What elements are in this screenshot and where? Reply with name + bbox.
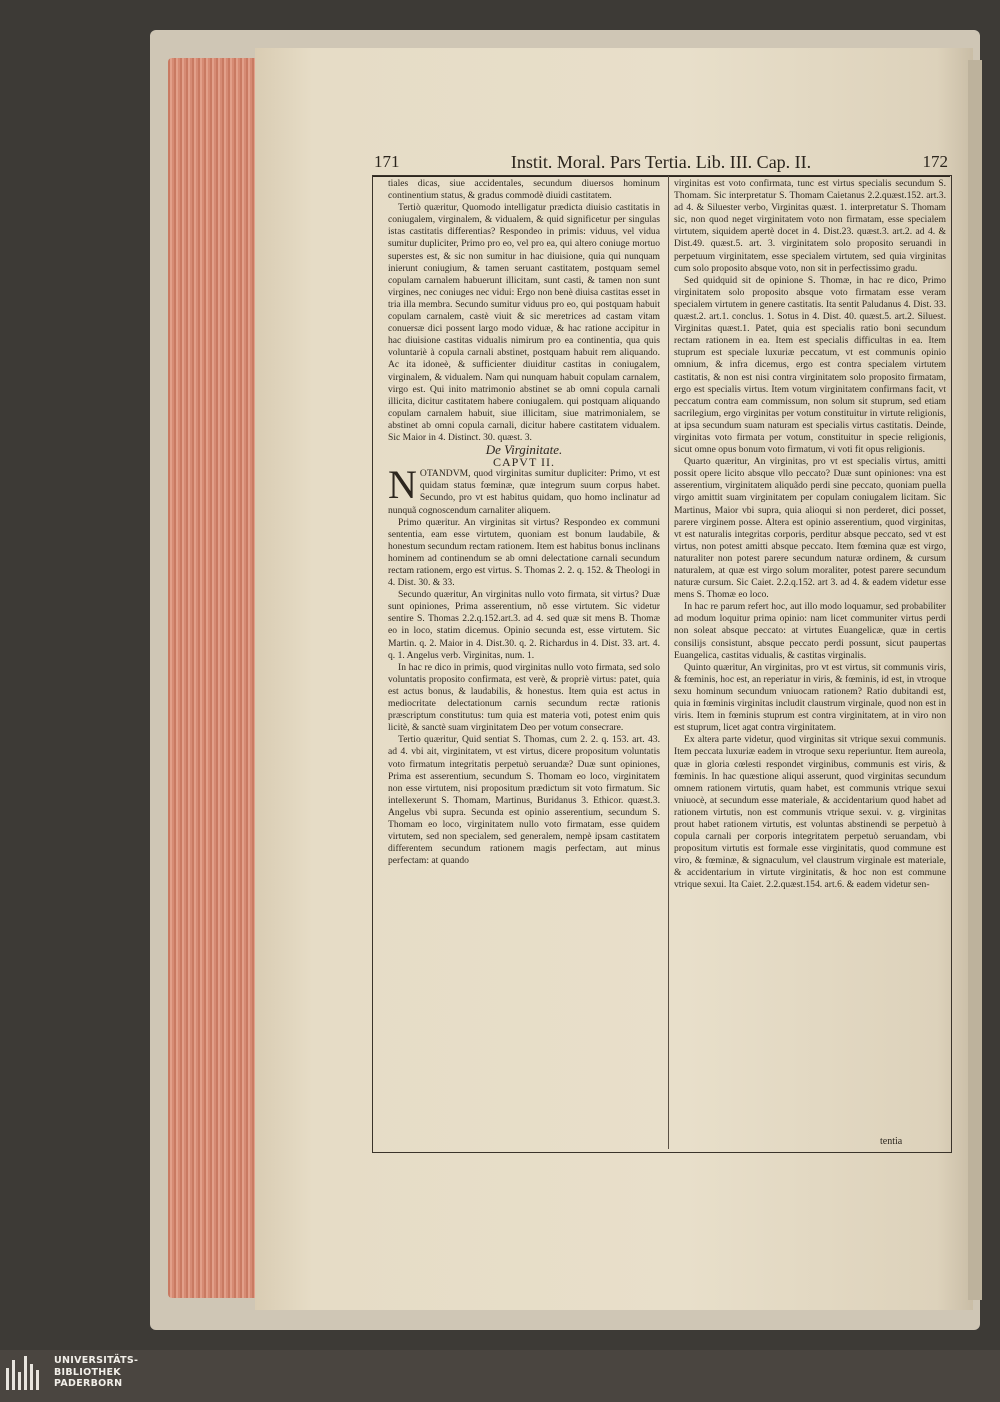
paragraph: In hac re parum refert hoc, aut illo modo loquamur, sed probabiliter ad modum loquitur prima opinio: nam licet communiter virtus perdi non soleat absque peccato: at virtutes Euangelicæ, quæ in certis consilijs consistunt, absque peccato perdi possunt, sicut paupertas Euangelica, castitas vidualis, & castitas virginalis. [674, 601, 946, 661]
catchword: tentia [880, 1136, 903, 1147]
paragraph: In hac re dico in primis, quod virginitas nullo voto firmata, sed solo voluntatis proposito confirmata, est verè, & propriè virtus: patet, quia est actus bonus, & laudabilis, & honestus. Item quia est actus in mediocritate delectationum carnis secundum rectæ rationis præscriptum constitutus: tum quia est materia voti, potest enim quis licitè, & sanctè suam virginitatem Deo per votum consecrare. [388, 661, 660, 734]
page-number-left: 171 [374, 152, 400, 171]
paragraph: Tertiò quæritur, Quomodo intelligatur prædicta diuisio castitatis in coniugalem, virginalem, & vidualem, & quid significetur per singulas istas castitatis differentias? Respondeo in primis: viduus, vel vidua sumitur dupliciter, Primo pro eo, vel pro ea, qui altero coniuge mortuo superstes est, & sic non sumitur in hac diuisione, quia qui nunquam inierunt coniugium, & tamen seruant castitatem, postquam semel copulam carnalem habuerunt illicitam, sunt casti, & tamen non sunt virgines, nec coniuges nec vidui: Ergo non benè diuisa castitas esset in tria illa membra. Secundo sumitur viduus pro eo, qui postquam habuit copulam carnalem, castè viuit & sic meretrices ad castam vitam conuersæ dici possent largo modo viduæ, & hac ratione accipitur in hac diuisione castitas vidualis nimirum pro ea continentia, qua quis voluntariè à copula carnali abstinet, postquam habuit rem aliquando. Ac ita idoneè, & sufficienter diuiditur castitas in coniugalem, virginalem, & vidualem. Nam qui nunquam habuit copulam carnalem, virgo est. Qui inito matrimonio abstinet se ab omni copula carnali illicita, dicitur castitatem habere coniugalem. qui postquam aliquando copulam carnalem habuit, siue illicitam, siue matrimonialem, se abstinet ab omni copula carnali, dicitur habere castitatem vidualem. Sic Maior in 4. Distinct. 30. quæst. 3. [388, 202, 660, 443]
page-number-right: 172 [922, 152, 948, 171]
paragraph: Primo quæritur. An virginitas sit virtus? Respondeo ex communi sententia, eam esse virtutem, quoniam est bonum laudabile, & honestum secundum rectam rationem. Item est habitus bonus inclinans hominem ad continendum se ab omni delectatione carnali secundum rectam rationem, ergo est virtus. S. Thomas 2. 2. q. 152. & Theologi in 4. Dist. 30. & 33. [388, 516, 660, 589]
library-footer [0, 1350, 1000, 1402]
paragraph: Tertio quæritur, Quid sentiat S. Thomas, cum 2. 2. q. 153. art. 43. ad 4. vbi ait, virginitatem, vt est virtus, dicere propositum voluntatis voto firmatum integritatis perpetuò seruandæ? Duæ sunt opiniones, Prima est asserentium, secundum S. Thomam eo loco, virginitatem non esse virtutem, nisi propositum prædictum sit voto firmatum. Sic intellexerunt S. Thomam, Martinus, Buridanus 3. Ethicor. quæst.3. Angelus vbi supra. Secunda est opinio asserentium, secundum S. Thomam eo loco, virginitatem nullo voto firmatam, esse quidem virtutem, sed non specialem, sed generalem, nempè ipsam castitatem differentem secundum rationem magis perfectam, aut minus perfectam: at quando [388, 734, 660, 867]
chapter-title: De Virginitate. [485, 442, 563, 458]
right-column [674, 178, 946, 892]
paragraph: Sed quidquid sit de opinione S. Thomæ, in hac re dico, Primo virginitatem solo proposito absque voto firmatam esse veram specialem virtutem in genere castitatis. Ita sentit Paludanus 4. Dist. 33. quæst.2. art.1. conclus. 1. Sotus in 4. Dist. 40. quæst.5. art.2. Siluest. Virginitas quæst.1. Patet, quia est specialis ratio boni secundum rectam rationem in ea. Item est specialis difficultas in ea. Item stuprum est speciale luxuriæ peccatum, vt est communis opinio omnium, & infra dicemus, ergo est contra specialem virtutem castitatis, & non est nisi contra virginitatem solo proposito firmatam, ergo est specialis virtus. Item votum virginitatem confirmans facit, vt peccatum contra eam commissum, non solum sit stuprum, sed etiam sacrilegium, ergo virginitas per votum constituitur in virtute religionis, at ipsa secundum suam naturam est specialis virtus castitatis. Deinde, virginitas voto firmata per votum, constituitur in specie religionis, sicut omne opus bonum voto firmatum, vi voti fit opus religionis. [674, 274, 946, 456]
column-divider [668, 176, 669, 1149]
opening-text: OTANDVM, quod virginitas sumitur dupliciter: Primo, vt est quidam status fœminæ, quæ integrum suum corpus habet. Secundo, pro vt est habitus quidam, quo homo inclinatur ad nunquã cognoscendum carnaliter aliquem. [388, 468, 660, 516]
paragraph: Ex altera parte videtur, quod virginitas sit vtrique sexui communis. Item peccata luxuriæ eadem in vtroque sexu reperiuntur. Item aureola, quæ in gloria cœlesti respondet virginibus, communis est viris, & fœminis. In hac quæstione aliqui asserunt, quod virginitas secundum omnem rationem virtutis, quam habet, est communis vtrique sexui vniuocè, at secundum esse materiale, & accidentarium quod habet ad rationem virtutis, non est communis vtrique sexui. v. g. virginitas prout habet rationem virtutis, est voluntas abstinendi se perpetuò à copula carnali per corporis integritatem perpetuò seruandam, vbi propositum virtutis est formale esse virginitatis, quod commune est viro, & fœminæ, & signaculum, vel claustrum virginale est materiale, & accidentarium in virtute virginitatis, & hoc non est commune vtrique sexui. Ita Caiet. 2.2.quæst.154. art.6. & eadem videtur sen- [674, 734, 946, 891]
paragraph: Quarto quæritur, An virginitas, pro vt est specialis virtus, amitti possit opere licito absque vllo peccato? Duæ sunt opiniones: vna est asserentium, virginitatem aliquãdo perdi sine peccato, quoniam puella virgo amittit suam virginitatem per copulam coniugalem licitam. Sic Martinus, Maior vbi supra, quia alioqui si non perderet, dici posset, parere virginem posse. Altera est opinio asserentium, quod virginitas, vt est naturalis integritas corporis, perditur absque peccato, sed vt est virtus, non potest amitti absque peccato. Item fœmina quæ est virgo, naturaliter non potest parere secundum naturæ ordinem, & cursum naturalem, at quæ est virgo solum moraliter, potest parere secundum naturæ cursum. Sic Caiet. 2.2.q.152. art 3. ad 4. & eadem videtur esse mens S. Thomæ eo loco. [674, 456, 946, 601]
chapter-number: CAPVT II. [492, 455, 556, 470]
left-column [388, 178, 660, 867]
library-name [54, 1355, 138, 1390]
paragraph: Quinto quæritur, An virginitas, pro vt est virtus, sit communis viris, & fœminis, hoc est, an reperiatur in viris, & fœminis, id est, in vtroque sexu hominum secundum vniuocam rationem? Ratio dubitandi est, quia in fœminis virginitas includit claustrum virginale, quod non est in viris. Item in fœminis stuprum est contra virginitatem, at in viro non est stuprum, licet agat contra virginitatem. [674, 661, 946, 734]
library-line-3: PADERBORN [54, 1378, 123, 1389]
library-line-2: BIBLIOTHEK [54, 1366, 121, 1378]
library-line-1: UNIVERSITÄTS- [54, 1355, 139, 1366]
page-edges [168, 58, 260, 1298]
paragraph: Secundo quæritur, An virginitas nullo voto firmata, sit virtus? Duæ sunt opiniones, Prima asserentium, nõ esse virtutem. Sic videtur sentire S. Thomas 2.2.q.152.art.3. ad 4. sed quæ sit mens B. Thomæ eo in loco, statim dicemus. Opinio secunda est, esse virtutem. Sic Martin. q. 2. Maior in 4. Dist.30. q. 2. Richardus in 4. Dist. 33. art. 4. q. 1. Angelus verb. Virginitas, num. 1. [388, 589, 660, 661]
library-logo-icon [6, 1356, 46, 1396]
running-header [372, 152, 950, 177]
paragraph: virginitas est voto confirmata, tunc est virtus specialis secundum S. Thomam. Sic interpretatur S. Thomam Caietanus 2.2.quæst.152. art.3. ad 4. & Siluester verbo, Virginitas quæst. 1. interpretatur S. Thomam sic, non quod neget virginitatem voto non firmatam, esse specialem virtutem, siquidem apertè docet in 4. Dist.23. quæst.3. art.2. ad 4. & Dist.49. quæst.5. art. 3. virginitatem solo proposito seruandi in perpetuum virginitatem, esse specialem virtutem, sed quia virginitas cum solo proposito absque voto, non sit in perfectissimo gradu. [674, 178, 946, 274]
paragraph: tiales dicas, siue accidentales, secundum diuersos hominum continentium status, & gradus commodè diuidi castitatem. [388, 178, 660, 202]
running-title: Instit. Moral. Pars Tertia. Lib. III. Cap. II. [510, 152, 812, 172]
drop-initial: N [388, 462, 417, 508]
next-page-edge [968, 60, 982, 1300]
